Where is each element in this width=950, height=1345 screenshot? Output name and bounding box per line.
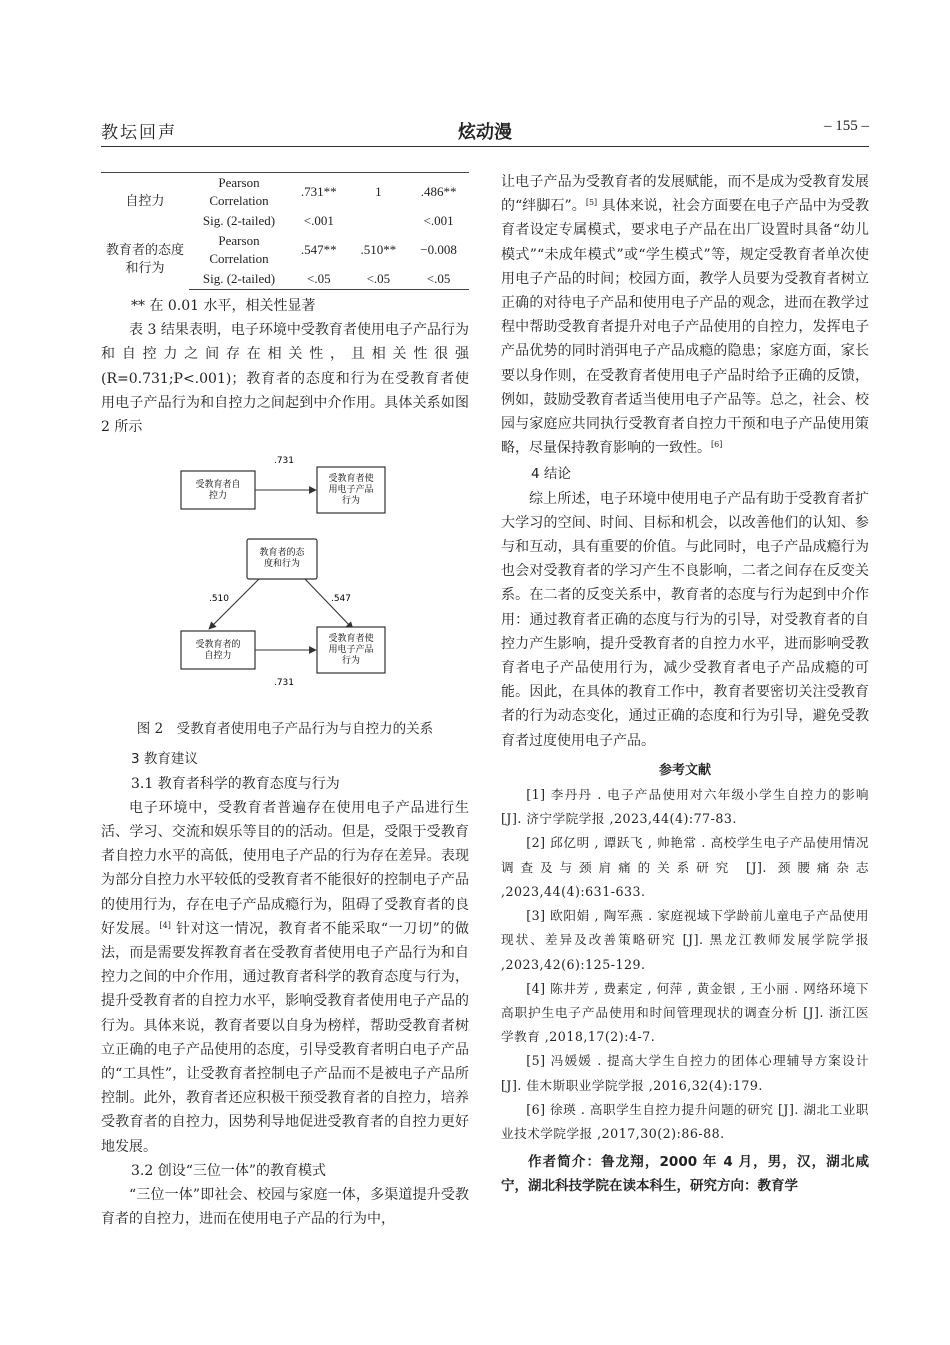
- table-cell: .486**: [408, 173, 469, 212]
- paragraph: “三位一体”即社会、校园与家庭一体，多渠道提升受教育者的自控力，进而在使用电子产品的行为中，: [101, 1187, 469, 1228]
- paragraph: 综上所述，电子环境中使用电子产品有助于受教育者扩大学习的空间、时间、目标和机会，以改善他们的认知、参与和互动，具有重要的价值。与此同时，电子产品成瘾行为也会对受教育者的学习产生不良影响，二者之间存在反变关系。在二者的反变关系中，教育者的态度与行为起到中介作用：通过教育者正确的态度与行为的引导，对受教育者的自控力产生影响，提升受教育者的自控力水平，进而影响受教育者电子产品使用行为，减少受教育者电子产品成瘾的可能。因此，在具体的教育工作中，教育者要密切关注受教育者的行为动态变化，通过正确的态度和行为引导，避免受教育者过度使用电子产品。: [501, 490, 869, 749]
- reference-item: [3] 欧阳娟 , 陶军燕 . 家庭视域下学龄前儿童电子产品使用现状、差异及改善策略研究 [J]. 黑龙江教师发展学院学报 ,2023,42(6):125-129.: [501, 908, 869, 972]
- reference-item: [6] 徐瑛 . 高职学生自控力提升问题的研究 [J]. 湖北工业职业技术学院学报 ,2017,30(2):86-88.: [501, 1101, 869, 1141]
- reference-item: [2] 邱亿明 , 谭跃飞 , 帅艳常 . 高校学生电子产品使用情况调查及与颈肩痛的关系研究 [J]. 颈腰痛杂志 ,2023,44(4):631-633.: [501, 835, 869, 899]
- figure-caption: 图 2 受教育者使用电子产品行为与自控力的关系: [136, 721, 434, 738]
- table-cell: .731**: [289, 173, 349, 212]
- correlation-table: [101, 172, 469, 290]
- table-cell: <.001: [423, 213, 454, 228]
- reference-item: [4] 陈井芳 , 费素定 , 何萍 , 黄金银 , 王小丽 . 网络环境下高职护生电子产品使用和时间管理现状的调查分析 [J]. 浙江医学教育 ,2018,17(2):4-7.: [501, 980, 869, 1045]
- section-heading: 3 教育建议: [131, 751, 198, 768]
- table-row: [101, 173, 469, 212]
- table-row: [101, 231, 469, 269]
- right-column: [501, 170, 869, 1199]
- reference-item: [1] 李丹丹 . 电子产品使用对六年级小学生自控力的影响 [J]. 济宁学院学报 ,2023,44(4):77-83.: [501, 787, 869, 827]
- table-cell: <.05: [349, 269, 409, 290]
- box-usage-top-label: 受教育者使用电子产品行为: [328, 474, 374, 507]
- box-self-control-2: [181, 631, 255, 669]
- table-cell: .510**: [360, 242, 397, 257]
- edge-right: [305, 579, 353, 629]
- box-usage-bottom-label: 受教育者使用电子产品行为: [328, 634, 374, 667]
- citation: [6]: [711, 440, 723, 450]
- table-cell-measure: Sig. (2-tailed): [189, 269, 289, 290]
- page-number: – 155 –: [824, 118, 869, 134]
- page-header: [101, 118, 869, 148]
- box-self-control: [181, 471, 255, 509]
- paragraph: 让电子产品为受教育者的发展赋能，而不是成为受教育发展的“绊脚石”。[5] 具体来说，社会方面要在电子产品中为受教育者设定专属模式，要求电子产品在出厂设置时具备“幼儿模式”“未成年模式”或“学生模式”等，规定受教育者单次使用电子产品的时间；校园方面，教学人员要为受教育者树立正确的对待电子产品和使用电子产品的观念，进而在教学过程中帮助受教育者提升对电子产品使用的自控力，发挥电子产品优势的同时消弭电子产品成瘾的隐患；家庭方面，家长要以身作则，在受教育者使用电子产品时给予正确的反馈，例如，鼓励受教育者适当使用电子产品等。总之，社会、校园与家庭应共同执行受教育者自控力干预和电子产品使用策略，尽量保持教育影响的一致性。[6]: [501, 174, 869, 457]
- box-self-control-2-label: 受教育者的自控力: [195, 640, 241, 662]
- paragraph: 电子环境中，受教育者普遍存在使用电子产品进行生活、学习、交流和娱乐等目的的活动。但是，受限于受教育者自控力水平的高低，使用电子产品的行为存在差异。表现为部分自控力水平较低的受教育者不能很好的控制电子产品的使用行为，存在电子产品成瘾行为，阻碍了受教育者的良好发展。[4] 针对这一情况，教育者不能采取“一刀切”的做法，而是需要发挥教育者在受教育者使用电子产品行为和自控力之间的中介作用，通过教育者科学的教育态度与行为，提升受教育者的自控力水平，影响受教育者使用电子产品的行为。具体来说，教育者要以自身为榜样，帮助受教育者树立正确的电子产品使用的态度，引导受教育者明白电子产品的“工具性”，让受教育者控制电子产品而不是被电子产品所控制。此外，教育者还应积极干预受教育者的自控力，培养受教育者的自控力，因势利导地促进受教育者的自控力更好地发展。: [101, 799, 470, 1155]
- section-heading: 4 结论: [531, 466, 571, 483]
- mediation-diagram: [101, 453, 469, 711]
- edge-left: [209, 579, 259, 629]
- edge-right-label: .547: [330, 594, 352, 605]
- box-self-control-label: 受教育者自控力: [195, 480, 241, 502]
- edge-bottom-label: .731: [273, 678, 295, 689]
- table-cell-group: 教育者的态度和行为: [105, 243, 184, 277]
- subsection-heading: 3.1 教育者科学的教育态度与行为: [131, 775, 340, 792]
- table-cell-measure: Sig. (2-tailed): [202, 213, 276, 228]
- left-column: [101, 170, 469, 1231]
- citation: [4]: [159, 920, 171, 930]
- author-bio: 作者简介：鲁龙翔，2000 年 4 月，男，汉，湖北咸宁，湖北科技学院在读本科生，研究方向：教育学: [501, 1154, 869, 1195]
- citation: [5]: [585, 198, 598, 208]
- table-cell-measure: Pearson Correlation: [189, 173, 289, 212]
- box-attitude-label: 教育者的态度和行为: [259, 548, 305, 570]
- header-journal-name: 炫动漫: [458, 122, 512, 143]
- references-title: 参考文献: [658, 762, 711, 778]
- edge-left-label: .510: [208, 594, 230, 605]
- subsection-heading: 3.2 创设“三位一体”的教育模式: [131, 1162, 327, 1179]
- header-rule: [101, 146, 869, 147]
- table-cell: 1: [349, 173, 409, 212]
- header-column-name: 教坛回声: [101, 123, 177, 143]
- table-cell: <.05: [289, 269, 349, 290]
- table-cell: .547**: [300, 242, 337, 257]
- table-cell: <.001: [303, 213, 334, 228]
- table-cell-group: 自控力: [101, 173, 189, 232]
- table-cell-measure: Pearson Correlation: [209, 233, 269, 266]
- table-cell: −0.008: [420, 242, 457, 257]
- edge-top-label: .731: [273, 456, 295, 467]
- figure-2: [101, 453, 469, 711]
- table-cell: <.05: [408, 269, 469, 290]
- reference-item: [5] 冯媛媛 . 提高大学生自控力的团体心理辅导方案设计 [J]. 佳木斯职业学院学报 ,2016,32(4):179.: [501, 1053, 869, 1093]
- paragraph: 表 3 结果表明，电子环境中受教育者使用电子产品行为和自控力之间存在相关性，且相关性很强 (R=0.731;P<.001)；教育者的态度和行为在受教育者使用电子产品行为和自控力之间起到中介作用。具体关系如图 2 所示: [101, 322, 469, 436]
- table-cell: [349, 211, 409, 231]
- table-note: ** 在 0.01 水平，相关性显著: [131, 298, 316, 314]
